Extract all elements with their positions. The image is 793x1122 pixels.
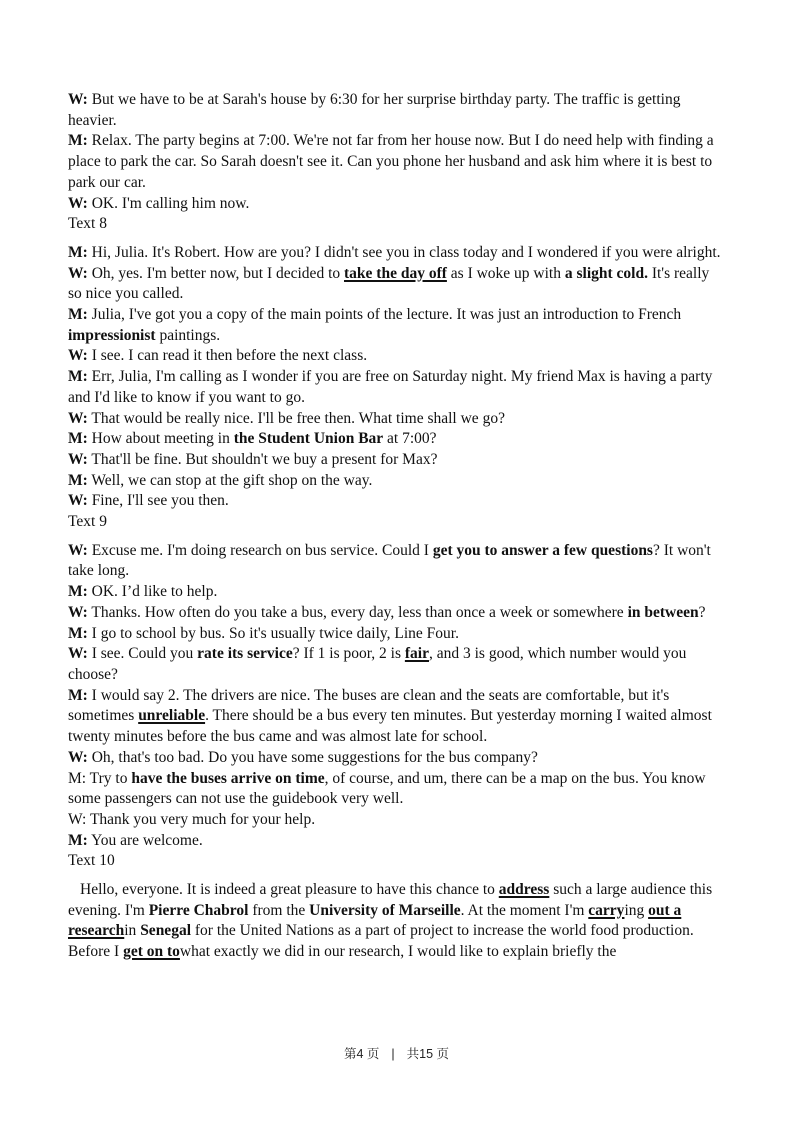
text-run: Excuse me. I'm doing research on bus service. Could I [87, 541, 433, 559]
text-run: W: Thank you very much for your help. [68, 810, 316, 828]
text-run: in between [627, 603, 699, 621]
text-run: from the [248, 901, 310, 919]
paragraph [68, 644, 726, 685]
footer-total-pages: 共15 页 [406, 1047, 450, 1061]
text-run: M: [68, 430, 88, 448]
paragraph [68, 90, 726, 131]
text-run: Well, we can stop at the gift shop on the way. [87, 471, 373, 489]
text-run: But we have to be at Sarah's house by 6:30 for her surprise birthday party. The traffic is getting heavier. [68, 91, 681, 129]
paragraph [68, 131, 726, 193]
paragraph [68, 429, 726, 450]
text-run: M: [68, 686, 88, 704]
text-run: M: [68, 583, 88, 601]
text-run: That would be really nice. I'll be free then. What time shall we go? [87, 409, 505, 427]
text-run: W: [68, 541, 88, 559]
text-run: I go to school by bus. So it's usually twice daily, Line Four. [87, 624, 459, 642]
text-run: University of Marseille [309, 901, 461, 919]
paragraph [68, 810, 726, 831]
text-run: I see. I can read it then before the next class. [87, 347, 368, 365]
text-run: a slight cold. [564, 264, 648, 282]
text-run: address [498, 881, 550, 899]
footer-page-number: 第4 页 [343, 1047, 380, 1061]
text-run: Err, Julia, I'm calling as I wonder if you are free on Saturday night. My friend Max is having a party and I'd like to know if you want to go. [68, 368, 713, 406]
text-run: Text 9 [68, 513, 107, 531]
text-run: W: [68, 194, 88, 212]
paragraph [68, 748, 726, 769]
page-footer [0, 1044, 793, 1062]
text-run: out a research [68, 901, 682, 940]
paragraph [68, 831, 726, 852]
text-run: , and 3 is good, which number would you choose? [68, 645, 687, 683]
text-run: ? If 1 is poor, 2 is [292, 645, 405, 663]
text-run: for the United Nations as a part of project to increase the world food production. Before I [68, 922, 694, 961]
text-run: Senegal [140, 922, 191, 940]
paragraph [68, 880, 726, 963]
paragraph [68, 582, 726, 603]
text-run: Hello, everyone. It is indeed a great pleasure to have this chance to [80, 881, 499, 899]
text-run: M: [68, 831, 88, 849]
paragraph [68, 409, 726, 430]
paragraph [68, 686, 726, 748]
text-run: W: [68, 347, 88, 365]
text-run: the Student Union Bar [233, 430, 384, 448]
text-run: Oh, that's too bad. Do you have some suggestions for the bus company? [87, 748, 538, 766]
text-run: It's really so nice you called. [68, 264, 710, 303]
text-run: How about meeting in [87, 430, 234, 448]
text-run: Fine, I'll see you then. [87, 492, 229, 510]
paragraph [68, 769, 726, 810]
text-run: get you to answer a few questions [432, 541, 653, 559]
text-run: M: [68, 132, 88, 150]
text-run: fair [404, 645, 429, 663]
text-run: Text 10 [68, 852, 115, 870]
text-run: unreliable [138, 707, 206, 725]
paragraph [68, 264, 726, 305]
text-run: Pierre Chabrol [148, 901, 249, 919]
text-run: M: [68, 306, 88, 324]
text-run: OK. I’d like to help. [87, 583, 218, 601]
text-run: W: [68, 603, 88, 621]
text-section-label [68, 214, 726, 235]
text-run: have the buses arrive on time [131, 769, 325, 787]
paragraph [68, 450, 726, 471]
text-run: ing [624, 901, 649, 919]
text-run: Thanks. How often do you take a bus, every day, less than once a week or somewhere [87, 603, 628, 621]
text-run: . There should be a bus every ten minutes. But yesterday morning I waited almost twenty minutes before the bus came and was almost late for school. [68, 707, 712, 746]
text-run: Text 8 [68, 215, 107, 233]
text-run: at 7:00? [383, 430, 437, 448]
text-run: OK. I'm calling him now. [87, 194, 250, 212]
paragraph [68, 541, 726, 582]
paragraph [68, 491, 726, 512]
text-run: M: [68, 624, 88, 642]
text-run: get on to [123, 943, 180, 961]
text-run: carry [588, 901, 625, 919]
text-run: , of course, and um, there can be a map on the bus. You know some passengers can not use the guidebook very well. [68, 769, 706, 808]
text-run: rate its service [197, 645, 293, 663]
document-body [68, 90, 726, 963]
text-run: M: [68, 243, 88, 261]
text-run: M: [68, 471, 88, 489]
paragraph [68, 305, 726, 346]
text-run: paintings. [155, 326, 221, 344]
text-run: That'll be fine. But shouldn't we buy a present for Max? [87, 450, 438, 468]
text-run: take the day off [344, 264, 447, 282]
text-run: impressionist [68, 326, 156, 344]
text-section-label [68, 512, 726, 533]
text-run: in [124, 922, 141, 940]
text-run: M: Try to [68, 769, 132, 787]
paragraph [68, 624, 726, 645]
text-run: Julia, I've got you a copy of the main points of the lecture. It was just an introduction to French [87, 306, 682, 324]
text-run: W: [68, 492, 88, 510]
paragraph [68, 367, 726, 408]
paragraph [68, 471, 726, 492]
text-run: W: [68, 91, 88, 108]
text-run: You are welcome. [87, 831, 203, 849]
text-run: W: [68, 409, 88, 427]
text-run: ? [698, 603, 706, 621]
text-run: W: [68, 748, 88, 766]
text-run: as I woke up with [446, 264, 565, 282]
text-run: such a large audience this evening. I'm [68, 881, 713, 919]
text-run: Hi, Julia. It's Robert. How are you? I didn't see you in class today and I wondered if you were alright. [87, 243, 721, 261]
text-run: W: [68, 645, 88, 663]
paragraph [68, 194, 726, 215]
text-run: Oh, yes. I'm better now, but I decided to [87, 264, 344, 282]
text-run: I would say 2. The drivers are nice. The buses are clean and the seats are comfortable, but it's sometimes [68, 686, 670, 725]
footer-separator: | [391, 1047, 395, 1061]
text-run: W: [68, 450, 88, 468]
text-run: Relax. The party begins at 7:00. We're not far from her house now. But I do need help with finding a place to park the car. So Sarah doesn't see it. Can you phone her husband and ask him where it is best to park our car. [68, 132, 714, 191]
paragraph [68, 346, 726, 367]
paragraph [68, 603, 726, 624]
text-run: . At the moment I'm [460, 901, 589, 919]
paragraph [68, 243, 726, 264]
text-run: M: [68, 368, 88, 386]
text-run: I see. Could you [87, 645, 198, 663]
text-run: W: [68, 264, 88, 282]
text-section-label [68, 851, 726, 872]
text-run: ? It won't take long. [68, 541, 711, 580]
text-run: what exactly we did in our research, I would like to explain briefly the [179, 943, 617, 961]
